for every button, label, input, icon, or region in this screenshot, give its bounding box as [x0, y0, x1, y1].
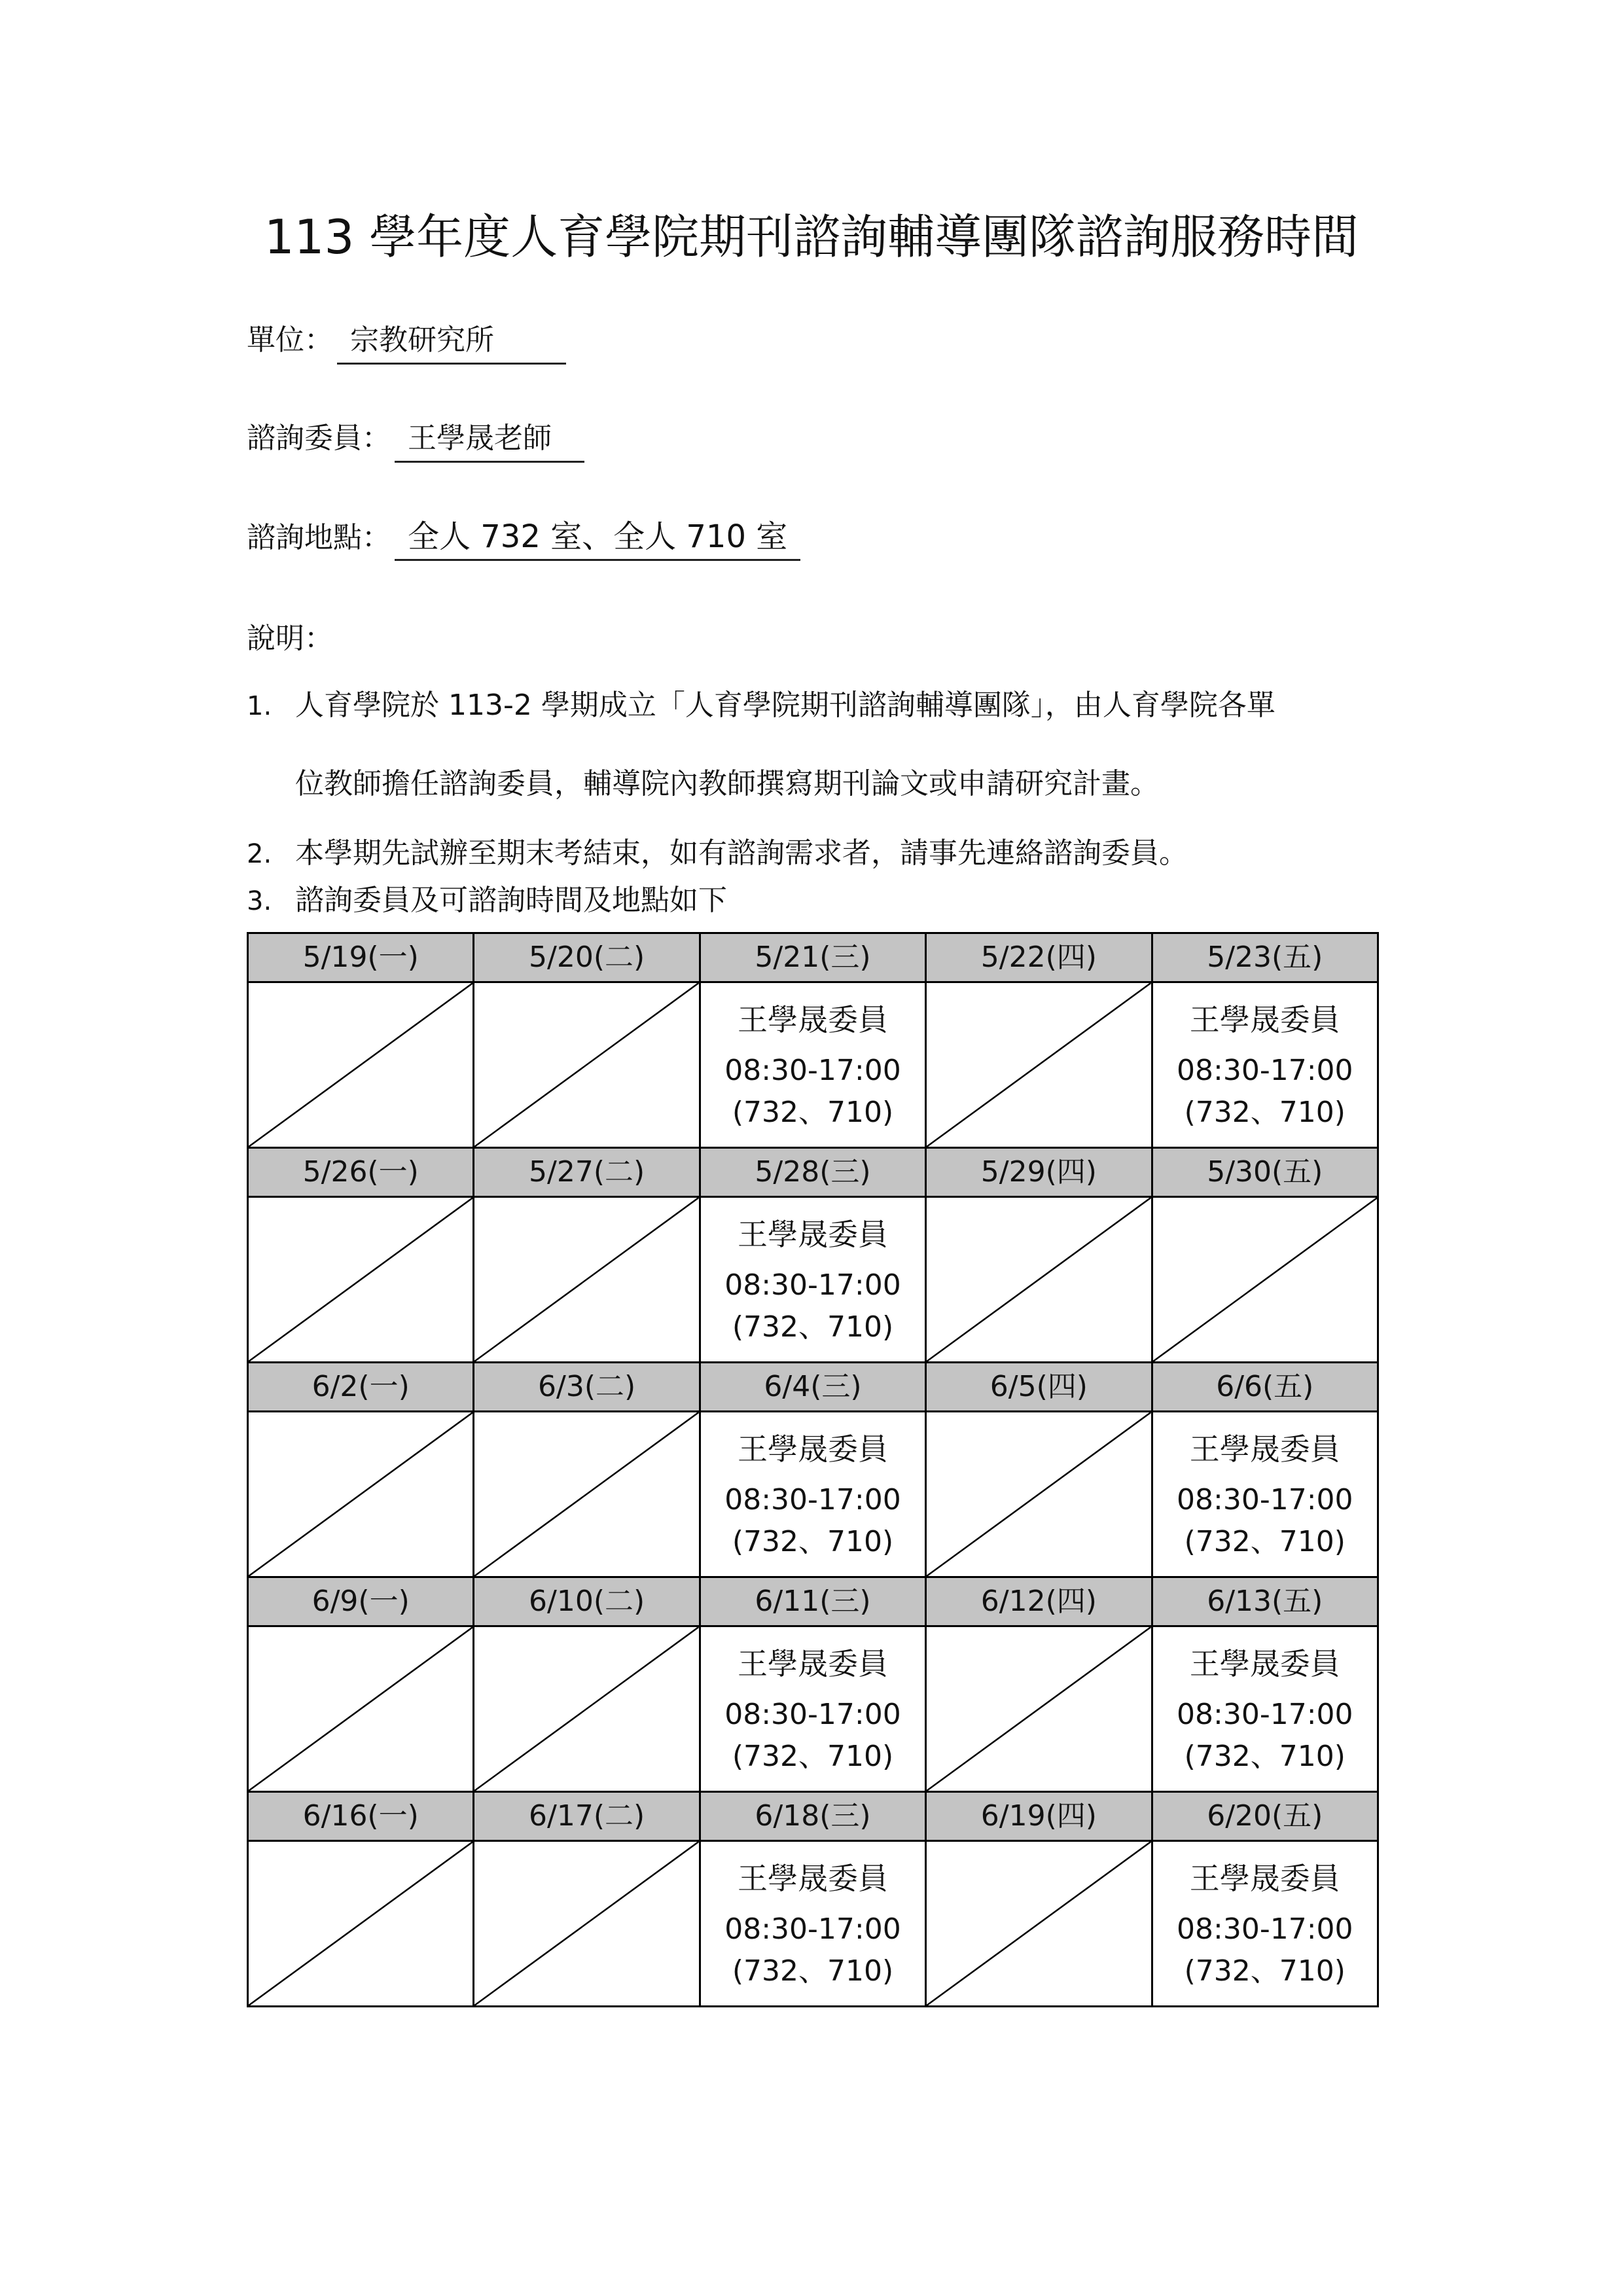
date-header-cell: 6/9(一) — [248, 1577, 474, 1626]
date-header-cell: 6/4(三) — [700, 1363, 925, 1412]
slot-row — [248, 982, 1378, 1148]
date-header-cell: 6/12(四) — [926, 1577, 1152, 1626]
slot-cell-unavailable — [926, 1626, 1152, 1792]
diagonal-strike-icon — [474, 983, 698, 1147]
slot-room: (732、710) — [1184, 1954, 1346, 1988]
date-header-cell: 6/6(五) — [1152, 1363, 1378, 1412]
date-header-row — [248, 1363, 1378, 1412]
slot-advisor: 王學晟委員 — [737, 1861, 888, 1896]
slot-cell-unavailable — [474, 1412, 700, 1577]
slot-advisor: 王學晟委員 — [1189, 1646, 1340, 1681]
slot-cell-available — [700, 1841, 925, 2007]
unit-field — [247, 321, 566, 365]
slot-info — [701, 996, 925, 1134]
slot-cell-unavailable — [474, 982, 700, 1148]
date-header-cell: 6/19(四) — [926, 1792, 1152, 1841]
note-text: 本學期先試辦至期末考結束，如有諮詢需求者，請事先連絡諮詢委員。 — [295, 836, 1188, 870]
slot-time: 08:30-17:00 — [1177, 1054, 1353, 1087]
slot-cell-available — [1152, 1841, 1378, 2007]
date-header-row — [248, 1148, 1378, 1197]
date-header-cell: 6/18(三) — [700, 1792, 925, 1841]
date-header-cell: 5/21(三) — [700, 933, 925, 982]
date-header-cell: 5/27(二) — [474, 1148, 700, 1197]
slot-cell-unavailable — [248, 1626, 474, 1792]
slot-room: (732、710) — [732, 1525, 894, 1558]
slot-room: (732、710) — [732, 1096, 894, 1129]
date-header-row — [248, 1792, 1378, 1841]
slot-info — [1153, 996, 1377, 1134]
committee-label: 諮詢委員： — [247, 422, 391, 455]
slot-time: 08:30-17:00 — [724, 1054, 901, 1087]
slot-row — [248, 1197, 1378, 1363]
slot-room: (732、710) — [1184, 1740, 1346, 1773]
date-header-cell: 6/10(二) — [474, 1577, 700, 1626]
slot-cell-unavailable — [474, 1626, 700, 1792]
slot-info — [1153, 1426, 1377, 1563]
slot-time: 08:30-17:00 — [1177, 1483, 1353, 1516]
unit-value: 宗教研究所 — [337, 321, 566, 365]
diagonal-strike-icon — [249, 1842, 473, 2005]
slot-cell-unavailable — [248, 1412, 474, 1577]
diagonal-strike-icon — [927, 1198, 1150, 1361]
slot-cell-unavailable — [1152, 1197, 1378, 1363]
slot-cell-available — [700, 1197, 925, 1363]
slot-cell-available — [1152, 1626, 1378, 1792]
slot-info — [701, 1640, 925, 1778]
note-text: 人育學院於 113-2 學期成立「人育學院期刊諮詢輔導團隊」，由人育學院各單 — [295, 689, 1275, 722]
slot-time: 08:30-17:00 — [1177, 1698, 1353, 1731]
date-header-cell: 5/26(一) — [248, 1148, 474, 1197]
diagonal-strike-icon — [474, 1627, 698, 1791]
diagonal-strike-icon — [474, 1198, 698, 1361]
slot-room: (732、710) — [1184, 1525, 1346, 1558]
slot-info — [1153, 1855, 1377, 1992]
note-number: 2. — [247, 839, 272, 869]
diagonal-strike-icon — [249, 1412, 473, 1576]
date-header-cell: 6/11(三) — [700, 1577, 925, 1626]
schedule-table — [247, 932, 1379, 2007]
diagonal-strike-icon — [927, 1412, 1150, 1576]
slot-room: (732、710) — [732, 1310, 894, 1344]
note-item — [247, 834, 1188, 874]
slot-advisor: 王學晟委員 — [1189, 1861, 1340, 1896]
slot-info — [701, 1426, 925, 1563]
date-header-cell: 5/29(四) — [926, 1148, 1152, 1197]
page-title: 113 學年度人育學院期刊諮詢輔導團隊諮詢服務時間 — [264, 209, 1359, 264]
slot-time: 08:30-17:00 — [724, 1268, 901, 1302]
diagonal-strike-icon — [927, 1627, 1150, 1791]
slot-info — [701, 1855, 925, 1992]
slot-row — [248, 1841, 1378, 2007]
diagonal-strike-icon — [927, 983, 1150, 1147]
note-text-continued: 位教師擔任諮詢委員，輔導院內教師撰寫期刊論文或申請研究計畫。 — [295, 767, 1159, 800]
slot-cell-unavailable — [926, 1197, 1152, 1363]
note-number: 1. — [247, 691, 272, 721]
date-header-cell: 5/22(四) — [926, 933, 1152, 982]
diagonal-strike-icon — [474, 1842, 698, 2005]
date-header-cell: 6/2(一) — [248, 1363, 474, 1412]
slot-cell-unavailable — [926, 1412, 1152, 1577]
location-value: 全人 732 室、全人 710 室 — [395, 517, 800, 561]
unit-label: 單位： — [247, 323, 333, 357]
committee-value: 王學晟老師 — [395, 419, 584, 463]
slot-room: (732、710) — [1184, 1096, 1346, 1129]
date-header-cell: 5/28(三) — [700, 1148, 925, 1197]
date-header-cell: 5/20(二) — [474, 933, 700, 982]
slot-row — [248, 1412, 1378, 1577]
location-field — [247, 517, 800, 561]
slot-time: 08:30-17:00 — [724, 1483, 901, 1516]
note-item — [247, 881, 727, 921]
diagonal-strike-icon — [249, 1198, 473, 1361]
slot-cell-unavailable — [248, 982, 474, 1148]
location-label: 諮詢地點： — [247, 521, 391, 554]
date-header-cell: 6/13(五) — [1152, 1577, 1378, 1626]
note-text: 諮詢委員及可諮詢時間及地點如下 — [295, 884, 727, 917]
slot-cell-available — [1152, 982, 1378, 1148]
slot-cell-unavailable — [248, 1841, 474, 2007]
date-header-row — [248, 1577, 1378, 1626]
diagonal-strike-icon — [474, 1412, 698, 1576]
slot-cell-unavailable — [926, 1841, 1152, 2007]
diagonal-strike-icon — [927, 1842, 1150, 2005]
notes-label: 說明： — [247, 622, 333, 655]
slot-time: 08:30-17:00 — [724, 1698, 901, 1731]
slot-cell-unavailable — [248, 1197, 474, 1363]
slot-time: 08:30-17:00 — [724, 1912, 901, 1946]
committee-field — [247, 419, 584, 463]
slot-advisor: 王學晟委員 — [1189, 1002, 1340, 1037]
slot-cell-unavailable — [926, 982, 1152, 1148]
slot-row — [248, 1626, 1378, 1792]
date-header-cell: 6/5(四) — [926, 1363, 1152, 1412]
date-header-cell: 6/17(二) — [474, 1792, 700, 1841]
date-header-cell: 6/3(二) — [474, 1363, 700, 1412]
date-header-row — [248, 933, 1378, 982]
slot-info — [701, 1211, 925, 1348]
slot-room: (732、710) — [732, 1740, 894, 1773]
diagonal-strike-icon — [249, 1627, 473, 1791]
slot-advisor: 王學晟委員 — [737, 1002, 888, 1037]
note-item — [247, 686, 1275, 800]
slot-cell-unavailable — [474, 1841, 700, 2007]
date-header-cell: 5/30(五) — [1152, 1148, 1378, 1197]
diagonal-strike-icon — [249, 983, 473, 1147]
note-number: 3. — [247, 886, 272, 916]
slot-cell-available — [700, 1412, 925, 1577]
date-header-cell: 5/23(五) — [1152, 933, 1378, 982]
diagonal-strike-icon — [1153, 1198, 1377, 1361]
slot-advisor: 王學晟委員 — [737, 1646, 888, 1681]
slot-info — [1153, 1640, 1377, 1778]
slot-time: 08:30-17:00 — [1177, 1912, 1353, 1946]
date-header-cell: 6/20(五) — [1152, 1792, 1378, 1841]
slot-room: (732、710) — [732, 1954, 894, 1988]
slot-advisor: 王學晟委員 — [737, 1217, 888, 1252]
date-header-cell: 5/19(一) — [248, 933, 474, 982]
slot-advisor: 王學晟委員 — [737, 1431, 888, 1467]
slot-cell-available — [700, 1626, 925, 1792]
date-header-cell: 6/16(一) — [248, 1792, 474, 1841]
slot-advisor: 王學晟委員 — [1189, 1431, 1340, 1467]
slot-cell-unavailable — [474, 1197, 700, 1363]
slot-cell-available — [700, 982, 925, 1148]
slot-cell-available — [1152, 1412, 1378, 1577]
